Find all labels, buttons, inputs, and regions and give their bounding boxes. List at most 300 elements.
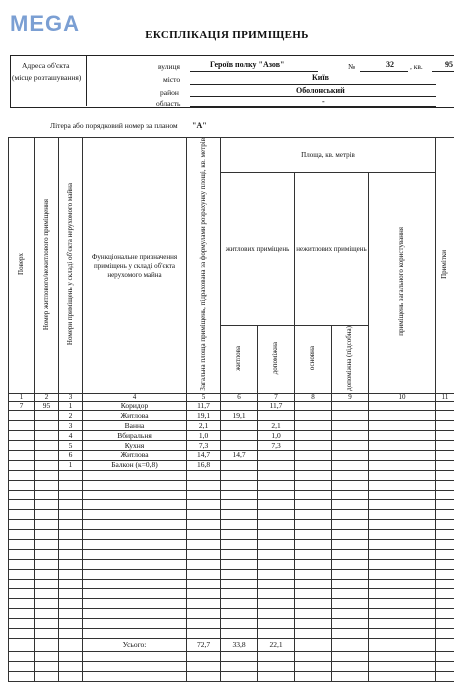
cell-empty bbox=[295, 599, 332, 609]
cell-empty bbox=[35, 530, 59, 540]
empty-row bbox=[9, 579, 454, 589]
district-label: район bbox=[160, 88, 179, 97]
cell-empty bbox=[369, 540, 436, 550]
cell-empty bbox=[258, 671, 295, 681]
table-row bbox=[9, 441, 454, 451]
cell-empty bbox=[83, 510, 187, 520]
cell-empty bbox=[369, 579, 436, 589]
cell-empty bbox=[221, 609, 258, 619]
cell-empty bbox=[332, 579, 369, 589]
cell-empty bbox=[369, 470, 436, 480]
cell-empty bbox=[221, 559, 258, 569]
total-aux-sum: 22,1 bbox=[258, 638, 295, 651]
cell-empty bbox=[35, 589, 59, 599]
cell-total-area: 7,3 bbox=[187, 441, 221, 451]
cell-empty bbox=[295, 421, 332, 431]
empty-row bbox=[9, 599, 454, 609]
cell-empty bbox=[332, 441, 369, 451]
apartment-value: 95 bbox=[445, 60, 453, 69]
cell-empty bbox=[59, 470, 83, 480]
cell-empty bbox=[258, 490, 295, 500]
empty-row bbox=[9, 510, 454, 520]
cell-empty bbox=[35, 579, 59, 589]
cell-empty bbox=[332, 671, 369, 681]
cell-empty bbox=[9, 589, 35, 599]
cell-empty bbox=[221, 530, 258, 540]
cell-empty bbox=[295, 589, 332, 599]
cell-empty bbox=[258, 579, 295, 589]
cell-empty bbox=[221, 671, 258, 681]
region-value: - bbox=[322, 97, 325, 106]
cell-empty bbox=[59, 609, 83, 619]
header-nonres-main-text: основна bbox=[309, 346, 316, 370]
cell-empty bbox=[295, 671, 332, 681]
header-apartment-no-text: Номер житлового/нежитлового приміщення bbox=[43, 199, 50, 330]
column-number: 11 bbox=[436, 393, 454, 401]
cell-empty bbox=[369, 480, 436, 490]
cell-empty bbox=[295, 579, 332, 589]
column-number: 9 bbox=[332, 393, 369, 401]
cell-empty bbox=[59, 480, 83, 490]
cell-empty bbox=[187, 661, 221, 671]
cell-empty bbox=[187, 569, 221, 579]
cell-empty bbox=[35, 638, 59, 651]
cell-empty bbox=[83, 540, 187, 550]
cell-empty bbox=[258, 559, 295, 569]
cell-empty bbox=[295, 629, 332, 639]
cell-empty bbox=[35, 540, 59, 550]
cell-empty bbox=[35, 500, 59, 510]
cell-empty bbox=[436, 540, 454, 550]
cell-empty bbox=[369, 651, 436, 661]
cell-empty bbox=[295, 638, 332, 651]
city-value: Київ bbox=[312, 73, 329, 82]
cell-empty bbox=[59, 490, 83, 500]
cell-empty bbox=[332, 401, 369, 411]
cell-empty bbox=[83, 549, 187, 559]
cell-empty bbox=[9, 619, 35, 629]
cell-room-no: 1 bbox=[59, 460, 83, 470]
empty-row bbox=[9, 480, 454, 490]
header-residential-text: житлових приміщень bbox=[226, 245, 290, 253]
cell-empty bbox=[436, 661, 454, 671]
cell-empty bbox=[221, 589, 258, 599]
cell-empty bbox=[83, 569, 187, 579]
header-notes-text: Примітки bbox=[441, 250, 448, 279]
cell-aux-area: 11,7 bbox=[258, 401, 295, 411]
cell-empty bbox=[436, 549, 454, 559]
cell-empty bbox=[221, 629, 258, 639]
empty-row bbox=[9, 520, 454, 530]
cell-empty bbox=[436, 559, 454, 569]
litera-label: Літера або порядковий номер за планом bbox=[50, 121, 178, 130]
cell-empty bbox=[83, 651, 187, 661]
cell-empty bbox=[35, 480, 59, 490]
cell-empty bbox=[221, 619, 258, 629]
district-underline bbox=[190, 96, 436, 97]
cell-empty bbox=[295, 651, 332, 661]
total-label: Усього: bbox=[83, 638, 187, 651]
empty-row bbox=[9, 619, 454, 629]
cell-purpose: Балкон (к=0,8) bbox=[83, 460, 187, 470]
cell-empty bbox=[35, 490, 59, 500]
litera-value: "А" bbox=[192, 121, 207, 130]
cell-empty bbox=[9, 559, 35, 569]
cell-empty bbox=[59, 569, 83, 579]
cell-empty bbox=[83, 661, 187, 671]
header-purpose bbox=[83, 138, 187, 394]
cell-empty bbox=[332, 589, 369, 599]
cell-empty bbox=[436, 460, 454, 470]
document-title: ЕКСПЛІКАЦІЯ ПРИМІЩЕНЬ bbox=[0, 29, 454, 41]
cell-empty bbox=[258, 480, 295, 490]
cell-empty bbox=[295, 609, 332, 619]
cell-empty bbox=[332, 431, 369, 441]
cell-empty bbox=[221, 520, 258, 530]
cell-empty bbox=[59, 579, 83, 589]
cell-apartment-no bbox=[35, 431, 59, 441]
cell-empty bbox=[187, 559, 221, 569]
cell-empty bbox=[83, 500, 187, 510]
cell-empty bbox=[9, 520, 35, 530]
cell-empty bbox=[436, 671, 454, 681]
cell-apartment-no bbox=[35, 411, 59, 421]
cell-empty bbox=[59, 619, 83, 629]
cell-empty bbox=[83, 589, 187, 599]
cell-empty bbox=[436, 629, 454, 639]
cell-empty bbox=[332, 530, 369, 540]
cell-empty bbox=[9, 569, 35, 579]
cell-total-area: 19,1 bbox=[187, 411, 221, 421]
cell-empty bbox=[187, 540, 221, 550]
header-residential-living bbox=[221, 325, 258, 393]
empty-row bbox=[9, 530, 454, 540]
cell-empty bbox=[59, 671, 83, 681]
cell-floor: 7 bbox=[9, 401, 35, 411]
cell-floor bbox=[9, 460, 35, 470]
table-row bbox=[9, 431, 454, 441]
address-sublabel: (місце розташування) bbox=[12, 73, 81, 82]
cell-empty bbox=[436, 638, 454, 651]
cell-empty bbox=[187, 629, 221, 639]
cell-purpose: Житлова bbox=[83, 451, 187, 461]
cell-empty bbox=[59, 629, 83, 639]
cell-room-no: 5 bbox=[59, 441, 83, 451]
cell-empty bbox=[9, 638, 35, 651]
cell-empty bbox=[187, 589, 221, 599]
header-common-use bbox=[369, 173, 436, 394]
cell-empty bbox=[59, 530, 83, 540]
header-residential-aux-text: допоміжна bbox=[272, 342, 279, 374]
cell-empty bbox=[295, 401, 332, 411]
cell-living-area: 14,7 bbox=[221, 451, 258, 461]
cell-empty bbox=[258, 609, 295, 619]
cell-empty bbox=[35, 651, 59, 661]
cell-empty bbox=[9, 599, 35, 609]
cell-empty bbox=[187, 480, 221, 490]
cell-empty bbox=[332, 421, 369, 431]
cell-empty bbox=[369, 569, 436, 579]
cell-apartment-no bbox=[35, 460, 59, 470]
header-purpose-text: Функціональне призначення приміщень у складі об'єкта нерухомого майна bbox=[92, 253, 177, 279]
cell-empty bbox=[436, 500, 454, 510]
cell-empty bbox=[369, 609, 436, 619]
cell-empty bbox=[221, 661, 258, 671]
column-numbers-row bbox=[9, 393, 454, 401]
empty-row bbox=[9, 470, 454, 480]
address-label: Адреса об'єкта bbox=[22, 61, 70, 70]
number-label: № bbox=[348, 62, 355, 71]
cell-empty bbox=[9, 661, 35, 671]
header-nonres-aux bbox=[332, 325, 369, 393]
cell-empty bbox=[83, 629, 187, 639]
cell-empty bbox=[295, 530, 332, 540]
cell-empty bbox=[35, 599, 59, 609]
cell-room-no: 3 bbox=[59, 421, 83, 431]
cell-empty bbox=[295, 451, 332, 461]
cell-apartment-no bbox=[35, 421, 59, 431]
cell-empty bbox=[295, 480, 332, 490]
header-apartment-no bbox=[35, 138, 59, 394]
cell-empty bbox=[83, 609, 187, 619]
cell-empty bbox=[258, 651, 295, 661]
street-value: Героїв полку "Азов" bbox=[210, 60, 284, 69]
cell-empty bbox=[332, 520, 369, 530]
empty-row bbox=[9, 569, 454, 579]
cell-empty bbox=[332, 470, 369, 480]
header-nonresidential-text: нежитлових приміщень bbox=[296, 245, 366, 253]
cell-empty bbox=[59, 559, 83, 569]
header-floor bbox=[9, 138, 35, 394]
empty-row bbox=[9, 661, 454, 671]
header-floor-text: Поверх bbox=[18, 253, 25, 275]
number-value: 32 bbox=[386, 60, 394, 69]
cell-empty bbox=[332, 638, 369, 651]
cell-empty bbox=[258, 520, 295, 530]
cell-empty bbox=[295, 619, 332, 629]
cell-empty bbox=[295, 520, 332, 530]
cell-empty bbox=[295, 441, 332, 451]
cell-empty bbox=[369, 520, 436, 530]
cell-empty bbox=[436, 480, 454, 490]
cell-empty bbox=[332, 500, 369, 510]
cell-aux-area bbox=[258, 460, 295, 470]
empty-row bbox=[9, 540, 454, 550]
street-underline bbox=[190, 71, 318, 72]
cell-empty bbox=[258, 500, 295, 510]
cell-empty bbox=[35, 470, 59, 480]
cell-empty bbox=[35, 549, 59, 559]
cell-empty bbox=[332, 480, 369, 490]
cell-empty bbox=[295, 559, 332, 569]
header-total-area bbox=[187, 138, 221, 394]
cell-empty bbox=[369, 599, 436, 609]
empty-row bbox=[9, 609, 454, 619]
cell-empty bbox=[59, 549, 83, 559]
cell-empty bbox=[436, 411, 454, 421]
cell-empty bbox=[436, 441, 454, 451]
cell-empty bbox=[35, 520, 59, 530]
cell-empty bbox=[35, 559, 59, 569]
explication-table bbox=[8, 137, 454, 682]
mega-logo-text: MEGA bbox=[10, 11, 80, 36]
header-notes bbox=[436, 138, 454, 394]
cell-purpose: Ванна bbox=[83, 421, 187, 431]
cell-floor bbox=[9, 441, 35, 451]
total-living-sum: 33,8 bbox=[221, 638, 258, 651]
cell-empty bbox=[221, 500, 258, 510]
cell-empty bbox=[369, 629, 436, 639]
cell-empty bbox=[9, 500, 35, 510]
cell-empty bbox=[187, 609, 221, 619]
cell-empty bbox=[258, 549, 295, 559]
cell-living-area bbox=[221, 441, 258, 451]
cell-living-area bbox=[221, 460, 258, 470]
cell-purpose: Кухня bbox=[83, 441, 187, 451]
cell-empty bbox=[59, 638, 83, 651]
column-number: 6 bbox=[221, 393, 258, 401]
cell-floor bbox=[9, 421, 35, 431]
region-underline bbox=[190, 106, 436, 107]
empty-row bbox=[9, 671, 454, 681]
cell-empty bbox=[83, 520, 187, 530]
cell-empty bbox=[258, 530, 295, 540]
cell-empty bbox=[187, 510, 221, 520]
cell-empty bbox=[332, 619, 369, 629]
cell-empty bbox=[258, 510, 295, 520]
cell-empty bbox=[436, 421, 454, 431]
cell-empty bbox=[258, 629, 295, 639]
header-residential-aux bbox=[258, 325, 295, 393]
cell-empty bbox=[35, 609, 59, 619]
empty-row bbox=[9, 490, 454, 500]
cell-empty bbox=[187, 579, 221, 589]
cell-total-area: 14,7 bbox=[187, 451, 221, 461]
cell-aux-area: 2,1 bbox=[258, 421, 295, 431]
column-number: 8 bbox=[295, 393, 332, 401]
header-residential-living-text: житлова bbox=[235, 346, 242, 371]
cell-empty bbox=[369, 671, 436, 681]
cell-empty bbox=[187, 530, 221, 540]
address-divider bbox=[86, 55, 87, 106]
cell-aux-area: 1,0 bbox=[258, 431, 295, 441]
cell-empty bbox=[221, 510, 258, 520]
cell-empty bbox=[187, 470, 221, 480]
cell-empty bbox=[9, 480, 35, 490]
cell-empty bbox=[9, 579, 35, 589]
city-underline bbox=[190, 84, 436, 85]
cell-apartment-no bbox=[35, 441, 59, 451]
cell-empty bbox=[187, 500, 221, 510]
cell-aux-area bbox=[258, 451, 295, 461]
cell-empty bbox=[9, 629, 35, 639]
cell-empty bbox=[332, 599, 369, 609]
cell-empty bbox=[83, 579, 187, 589]
cell-empty bbox=[295, 500, 332, 510]
empty-row bbox=[9, 559, 454, 569]
cell-empty bbox=[332, 549, 369, 559]
cell-living-area bbox=[221, 421, 258, 431]
cell-empty bbox=[369, 431, 436, 441]
total-row bbox=[9, 638, 454, 651]
cell-empty bbox=[83, 559, 187, 569]
cell-apartment-no bbox=[35, 451, 59, 461]
cell-empty bbox=[369, 589, 436, 599]
column-number: 1 bbox=[9, 393, 35, 401]
street-label: вулиця bbox=[158, 62, 180, 71]
cell-empty bbox=[221, 470, 258, 480]
cell-empty bbox=[187, 619, 221, 629]
table-row bbox=[9, 401, 454, 411]
cell-aux-area bbox=[258, 411, 295, 421]
cell-empty bbox=[436, 520, 454, 530]
cell-empty bbox=[9, 530, 35, 540]
empty-row bbox=[9, 589, 454, 599]
cell-floor bbox=[9, 431, 35, 441]
cell-empty bbox=[258, 569, 295, 579]
cell-empty bbox=[35, 661, 59, 671]
cell-empty bbox=[332, 540, 369, 550]
cell-empty bbox=[332, 451, 369, 461]
header-total-area-text: Загальна площа приміщень, підрахована за формулами розрахунку площі, кв. метрів bbox=[200, 138, 207, 391]
cell-living-area bbox=[221, 401, 258, 411]
header-room-no-text: Номери приміщень у складі об'єкта нерухомого майна bbox=[67, 183, 74, 345]
header-area-group-text: Площа, кв. метрів bbox=[301, 151, 355, 159]
cell-empty bbox=[436, 431, 454, 441]
cell-empty bbox=[35, 619, 59, 629]
header-room-no bbox=[59, 138, 83, 394]
cell-empty bbox=[221, 490, 258, 500]
cell-room-no: 4 bbox=[59, 431, 83, 441]
column-number: 2 bbox=[35, 393, 59, 401]
total-area-sum: 72,7 bbox=[187, 638, 221, 651]
cell-empty bbox=[332, 629, 369, 639]
cell-floor bbox=[9, 451, 35, 461]
empty-row bbox=[9, 549, 454, 559]
cell-empty bbox=[9, 609, 35, 619]
cell-empty bbox=[83, 530, 187, 540]
cell-empty bbox=[436, 530, 454, 540]
cell-empty bbox=[258, 599, 295, 609]
cell-empty bbox=[369, 441, 436, 451]
apartment-underline bbox=[432, 71, 454, 72]
cell-empty bbox=[59, 651, 83, 661]
cell-empty bbox=[436, 510, 454, 520]
header-common-use-text: приміщень загального користування bbox=[398, 227, 405, 336]
cell-total-area: 1,0 bbox=[187, 431, 221, 441]
cell-empty bbox=[295, 661, 332, 671]
cell-empty bbox=[83, 619, 187, 629]
cell-empty bbox=[9, 671, 35, 681]
cell-room-no: 6 bbox=[59, 451, 83, 461]
header-nonresidential bbox=[295, 173, 369, 326]
cell-empty bbox=[295, 431, 332, 441]
cell-empty bbox=[258, 589, 295, 599]
cell-empty bbox=[436, 609, 454, 619]
cell-empty bbox=[295, 540, 332, 550]
cell-purpose: Вбиральня bbox=[83, 431, 187, 441]
cell-empty bbox=[436, 569, 454, 579]
cell-total-area: 2,1 bbox=[187, 421, 221, 431]
column-number: 7 bbox=[258, 393, 295, 401]
cell-empty bbox=[221, 599, 258, 609]
cell-floor bbox=[9, 411, 35, 421]
table-row bbox=[9, 451, 454, 461]
column-number: 10 bbox=[369, 393, 436, 401]
cell-empty bbox=[369, 490, 436, 500]
cell-empty bbox=[258, 661, 295, 671]
cell-empty bbox=[369, 510, 436, 520]
